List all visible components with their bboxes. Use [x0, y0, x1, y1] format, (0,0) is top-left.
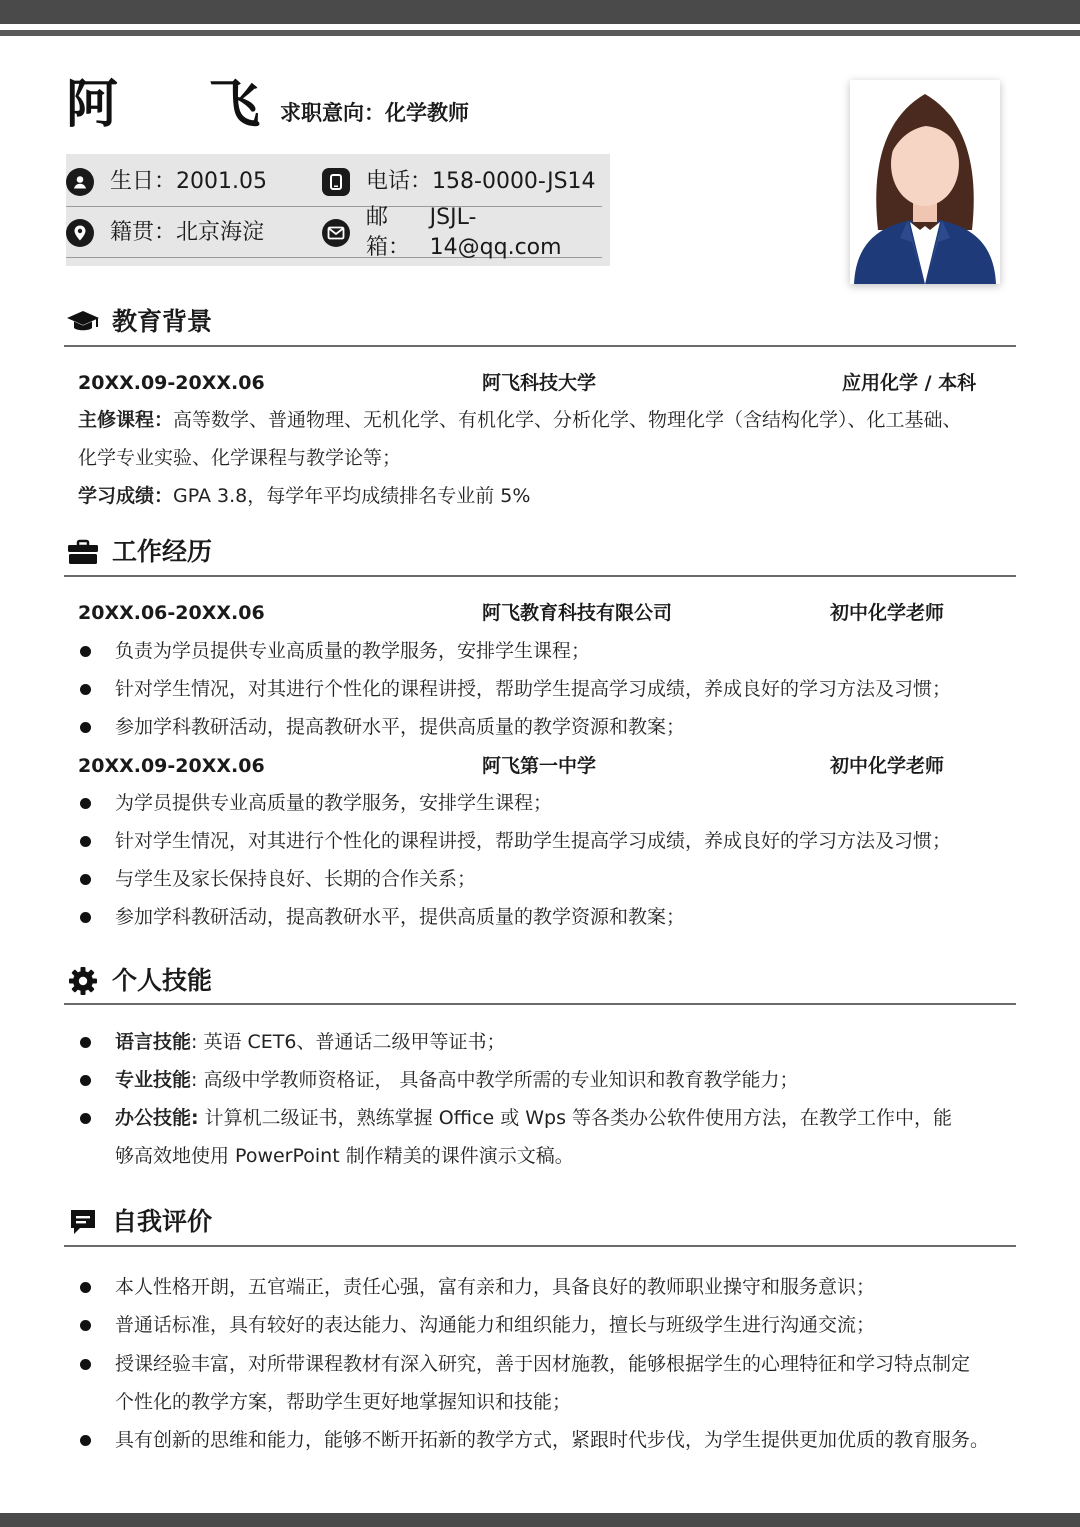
section-work-label: 工作经历 [112, 537, 213, 566]
education-entry-header [78, 368, 998, 398]
birthday-label: 生日： [110, 168, 177, 194]
comment-icon [66, 1207, 100, 1237]
section-work-title [66, 535, 212, 569]
mail-icon [322, 219, 350, 247]
list-item: 针对学生情况，对其进行个性化的课程讲授，帮助学生提高学习成绩，养成良好的学习方法及习惯； [78, 670, 1018, 708]
info-row [66, 157, 602, 207]
hometown-field [66, 218, 264, 248]
hometown-value: 北京海淀 [176, 219, 265, 245]
list-item: 本人性格开朗，五官端正，责任心强，富有亲和力，具备良好的教师职业操守和服务意识； [78, 1268, 1018, 1306]
section-divider [64, 1003, 1016, 1005]
list-item: 参加学科教研活动，提高教研水平，提供高质量的教学资源和教案； [78, 898, 1018, 936]
skill-label: 专业技能 [115, 1069, 192, 1091]
briefcase-icon [66, 537, 100, 567]
email-value: JSJL-14@qq.com [429, 204, 562, 260]
location-pin-icon [66, 219, 94, 247]
candidate-name: 阿 飞 [66, 75, 297, 135]
phone-icon [322, 168, 350, 196]
skill-item: 语言技能: 英语 CET6、普通话二级甲等证书； [78, 1023, 1018, 1061]
job-period: 20XX.09-20XX.06 [78, 755, 265, 777]
section-divider [64, 1245, 1016, 1247]
job-company: 阿飞第一中学 [482, 755, 597, 777]
birthday-value: 2001.05 [176, 168, 267, 194]
education-courses [78, 401, 1018, 477]
job-intent-label: 求职意向： [280, 101, 385, 125]
skill-text: 高级中学教师资格证， 具备高中教学所需的专业知识和教育教学能力； [197, 1069, 799, 1091]
job-entry-header [78, 598, 998, 628]
personal-info [66, 154, 610, 266]
courses-text-1: 高等数学、普通物理、无机化学、有机化学、分析化学、物理化学（含结构化学）、化工基础、 [173, 409, 962, 431]
education-school: 阿飞科技大学 [482, 372, 597, 394]
skill-label: 语言技能 [115, 1031, 192, 1053]
section-self-eval-label: 自我评价 [112, 1207, 213, 1236]
education-grades [78, 477, 1018, 515]
list-item: 参加学科教研活动，提高教研水平，提供高质量的教学资源和教案； [78, 708, 1018, 746]
section-education-label: 教育背景 [112, 307, 213, 336]
skill-label: 办公技能 [115, 1107, 192, 1129]
bottom-bar [0, 1513, 1080, 1527]
profile-photo [850, 80, 1000, 284]
hometown-label: 籍贯： [110, 219, 177, 245]
list-item: 针对学生情况，对其进行个性化的课程讲授，帮助学生提高学习成绩，养成良好的学习方法及习惯； [78, 822, 1018, 860]
section-divider [64, 345, 1016, 347]
grades-text: GPA 3.8，每学年平均成绩排名专业前 5% [173, 485, 531, 507]
job-entry-header [78, 751, 998, 781]
top-divider [0, 30, 1080, 36]
list-item: 普通话标准，具有较好的表达能力、沟通能力和组织能力，擅长与班级学生进行沟通交流； [78, 1306, 1018, 1344]
skill-text: 英语 CET6、普通话二级甲等证书； [197, 1031, 506, 1053]
email-field [322, 203, 602, 263]
education-major: 应用化学 / 本科 [842, 372, 977, 394]
job-position: 初中化学老师 [830, 602, 945, 624]
skill-item: 专业技能: 高级中学教师资格证， 具备高中教学所需的专业知识和教育教学能力； [78, 1061, 1018, 1099]
list-item: 与学生及家长保持良好、长期的合作关系； [78, 860, 1018, 898]
phone-field [322, 167, 596, 197]
job-intent-value: 化学教师 [385, 101, 469, 125]
section-divider [64, 575, 1016, 577]
job-intent [280, 98, 469, 128]
list-item: 授课经验丰富，对所带课程教材有深入研究，善于因材施教，能够根据学生的心理特征和学习特点制定 个性化的教学方案，帮助学生更好地掌握知识和技能； [78, 1345, 1018, 1421]
list-item: 具有创新的思维和能力，能够不断开拓新的教学方式，紧跟时代步伐，为学生提供更加优质的教育服务。 [78, 1421, 1018, 1459]
phone-label: 电话： [366, 168, 433, 194]
job-period: 20XX.06-20XX.06 [78, 602, 265, 624]
section-education-title [66, 305, 212, 339]
phone-value: 158-0000-JS14 [432, 168, 596, 194]
list-item: 为学员提供专业高质量的教学服务，安排学生课程； [78, 784, 1018, 822]
birthday-field [66, 167, 267, 197]
user-circle-icon [66, 168, 94, 196]
graduation-cap-icon [66, 307, 100, 337]
job-position: 初中化学老师 [830, 755, 945, 777]
skill-text-cont: 够高效地使用 PowerPoint 制作精美的课件演示文稿。 [115, 1145, 574, 1167]
top-bar [0, 0, 1080, 24]
section-skills-title [66, 964, 212, 998]
courses-label: 主修课程： [78, 409, 174, 431]
email-label: 邮箱： [366, 204, 411, 260]
section-self-eval-title [66, 1205, 212, 1239]
job-company: 阿飞教育科技有限公司 [482, 602, 673, 624]
list-item: 负责为学员提供专业高质量的教学服务，安排学生课程； [78, 632, 1018, 670]
education-period: 20XX.09-20XX.06 [78, 372, 265, 394]
section-skills-label: 个人技能 [112, 966, 213, 995]
skill-text: 计算机二级证书，熟练掌握 Office 或 Wps 等各类办公软件使用方法，在教学工作中，能 [198, 1107, 953, 1129]
skill-item: 办公技能: 计算机二级证书，熟练掌握 Office 或 Wps 等各类办公软件使用方法，在教学工作中，能 够高效地使用 PowerPoint 制作精美的课件演示文稿。 [78, 1099, 1018, 1175]
courses-text-2: 化学专业实验、化学课程与教学论等； [78, 447, 402, 469]
info-row [66, 204, 602, 260]
gear-icon [66, 966, 100, 996]
grades-label: 学习成绩： [78, 485, 174, 507]
